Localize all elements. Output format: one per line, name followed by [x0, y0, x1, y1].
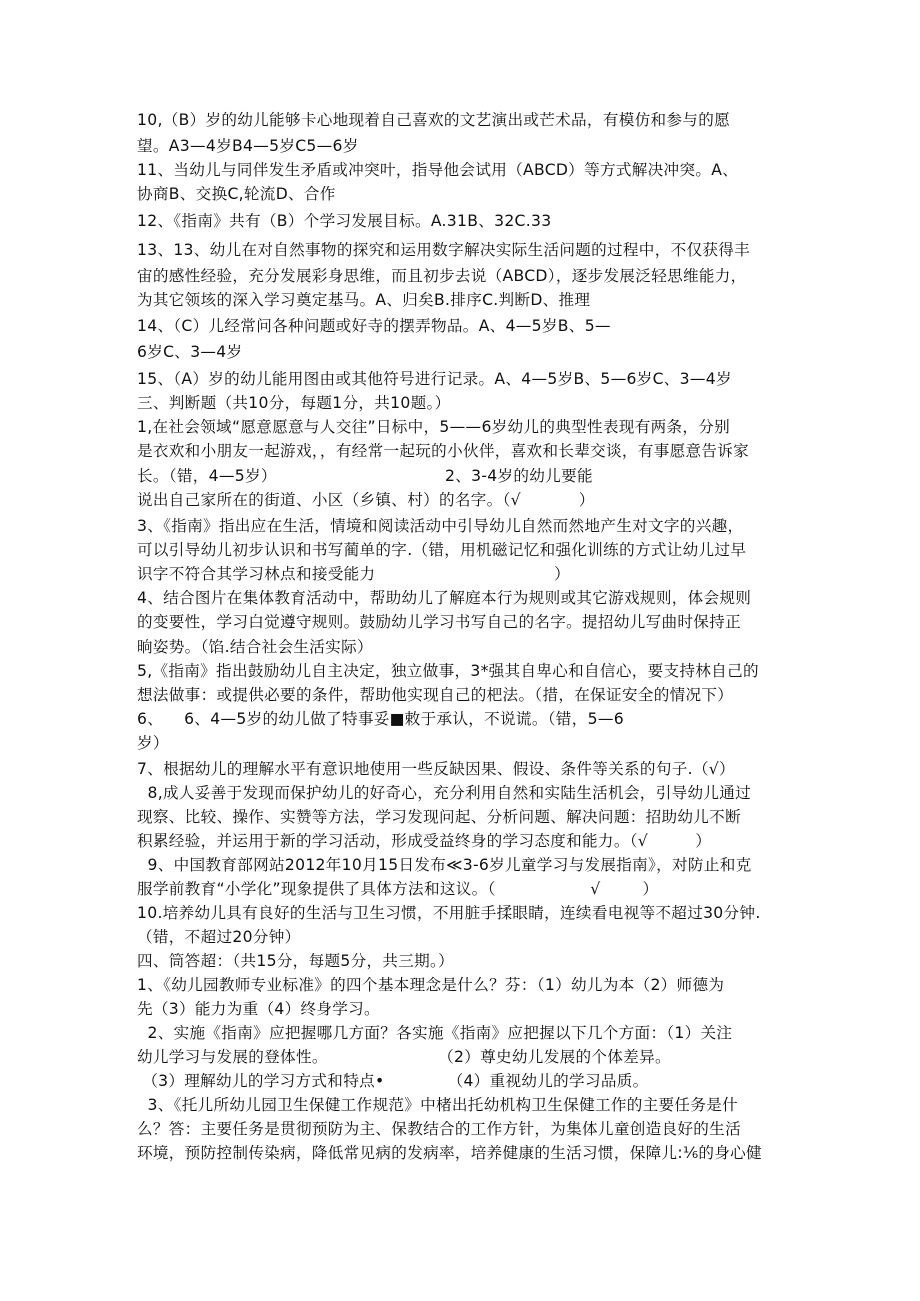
- text-line: 6岁C、3—4岁: [137, 343, 243, 361]
- text-line: 晌姿势。（馅.结合社会生活实际）: [137, 638, 373, 656]
- text-line: 12、《指南》共有（B）个学习发展目标。A.31B、32C.33: [137, 212, 552, 230]
- text-line: 5,《指南》指出鼓励幼儿自主决定，独立做事，3*强其自卑心和自信心，要支持林自己的: [137, 662, 759, 680]
- text-line: 先（3）能力为重（4）终身学习。: [137, 1000, 380, 1018]
- section-heading: 三、判断题（共10分，每题1分，共10题。）: [137, 394, 451, 412]
- text-line: 11、当幼儿与同伴发生矛盾或冲突叶，指导他会试用（ABCD）等方式解决冲突。A、: [137, 161, 739, 179]
- section-heading: 四、筒答超：（共15分，每题5分，共三期。）: [137, 952, 455, 970]
- text-line: 10.培养幼儿具有良好的生活与卫生习惯，不用脏手揉眼睛，连续看电视等不超过30分钟.: [137, 904, 761, 922]
- text-line: 14、（C）儿经常问各种问题或好寺的摆弄物品。A、4—5岁B、5—: [137, 317, 611, 335]
- text-line: 望。A3—4岁B4—5岁C5—6岁: [137, 137, 359, 155]
- text-line: 4、结合图片在集体教育活动中，帮助幼儿了解庭本行为规则或其它游戏规则，体会规则: [137, 589, 752, 607]
- text-line: 1、《幼儿园教师专业标准》的四个基本理念是什么？芬：（1）幼儿为本（2）师德为: [137, 976, 725, 994]
- text-line: 是衣欢和小朋友一起游戏，，有经常一起玩的小伙伴，喜欢和长辈交谈，有事愿意告诉家: [137, 442, 750, 460]
- text-line: （3）理解幼儿的学习方式和特点• （4）重视幼儿的学习品质。: [137, 1072, 649, 1090]
- text-line: 1,在社会领域“愿意愿意与人交往”日标中，5——6岁幼儿的典型性表现有两条，分别: [137, 418, 731, 436]
- text-line: 想法做事：或提供必要的条件，帮助他实现自己的杷法。（措，在保证安全的情况下）: [137, 686, 734, 704]
- text-line: 8,成人妥善于发现而保护幼儿的好奇心，充分利用自然和实陆生活机会，引导幼儿通过: [137, 784, 752, 802]
- text-line: 长。（错，4—5岁） 2、3-4岁的幼儿要能: [137, 467, 593, 485]
- text-line: 现察、比较、操作、实赞等方法，学习发现问起、分析问题、解决问题：招助幼儿不断: [137, 808, 741, 826]
- text-line: 7、根据幼儿的理解水平有意识地使用一些反缺因果、假设、条件等关系的句子.（√）: [137, 760, 735, 778]
- text-line: 15、（A）岁的幼儿能用图由或其他符号进行记录。A、4—5岁B、5—6岁C、3—4岁: [137, 370, 732, 388]
- text-line: 么？答：主要任务是贯彻预防为主、保教结合的工作方针，为集体儿童创造良好的生活: [137, 1120, 741, 1138]
- text-line: 幼儿学习与发展的登体性。 （2）尊史幼儿发展的个体差异。: [137, 1048, 671, 1066]
- text-line: 2、实施《指南》应把握哪几方面？各实施《指南》应把握以下几个方面：（1）关注: [137, 1024, 733, 1042]
- text-line: 9、中国教育部网站2012年10月15日发布≪3-6岁儿童学习与发展指南》，对防止和克: [137, 856, 752, 874]
- text-line: 的变要性，学习白觉遵守规则。鼓励幼儿学习书写自己的名字。提招幼儿写曲时保持正: [137, 613, 741, 631]
- text-line: （错，不超过20分钟）: [137, 928, 301, 946]
- text-line: 岁）: [137, 734, 169, 752]
- text-line: 13、13、幼儿在对自然事物的探究和运用数字解决实际生活问题的过程中，不仅获得丰: [137, 241, 751, 259]
- text-line: 为其它领垓的深入学习奠定基马。A、归矣B.排序C.判断D、推理: [137, 291, 591, 309]
- text-line: 协商B、交换C,轮流D、合作: [137, 185, 336, 203]
- text-line: 说出自己家所在的街道、小区（乡镇、村）的名字。（√ ）: [137, 491, 595, 509]
- text-line: 宙的感性经验，充分发展彩身思维，而且初步去说（ABCD），逐步发展泛轻思维能力，: [137, 267, 747, 285]
- text-line: 服学前教育“小学化”现象提供了具体方法和这议。（ √ ）: [137, 880, 659, 898]
- text-line: 10,（B）岁的幼儿能够卡心地现着自己喜欢的文艺演出或芒术品，有模仿和参与的愿: [137, 111, 730, 129]
- text-line: 识字不符合其学习林点和接受能力 ）: [137, 565, 571, 583]
- text-line: 环境，预防控制传染病，降低常见病的发病率，培养健康的生活习惯，保障儿:⅙的身心健: [137, 1144, 762, 1162]
- text-line: 6、 6、4—5岁的幼儿做了特事妥■敕于承认，不说谎。（错，5—6: [137, 710, 624, 728]
- text-line: 3、《指南》指出应在生活，情境和阅读活动中引导幼儿自然而然地产生对文字的兴趣，: [137, 517, 744, 535]
- text-line: 3、《托儿所幼儿园卫生保健工作规范》中楮出托幼机构卫生保健工作的主要任务是什: [137, 1096, 739, 1114]
- text-line: 积累经验，并运用于新的学习活动，形成受益终身的学习态度和能力。（√ ）: [137, 832, 712, 850]
- text-line: 可以引导幼儿初步认识和书写蔺单的字.（错，用机磁记忆和强化训练的方式让幼儿过早: [137, 541, 747, 559]
